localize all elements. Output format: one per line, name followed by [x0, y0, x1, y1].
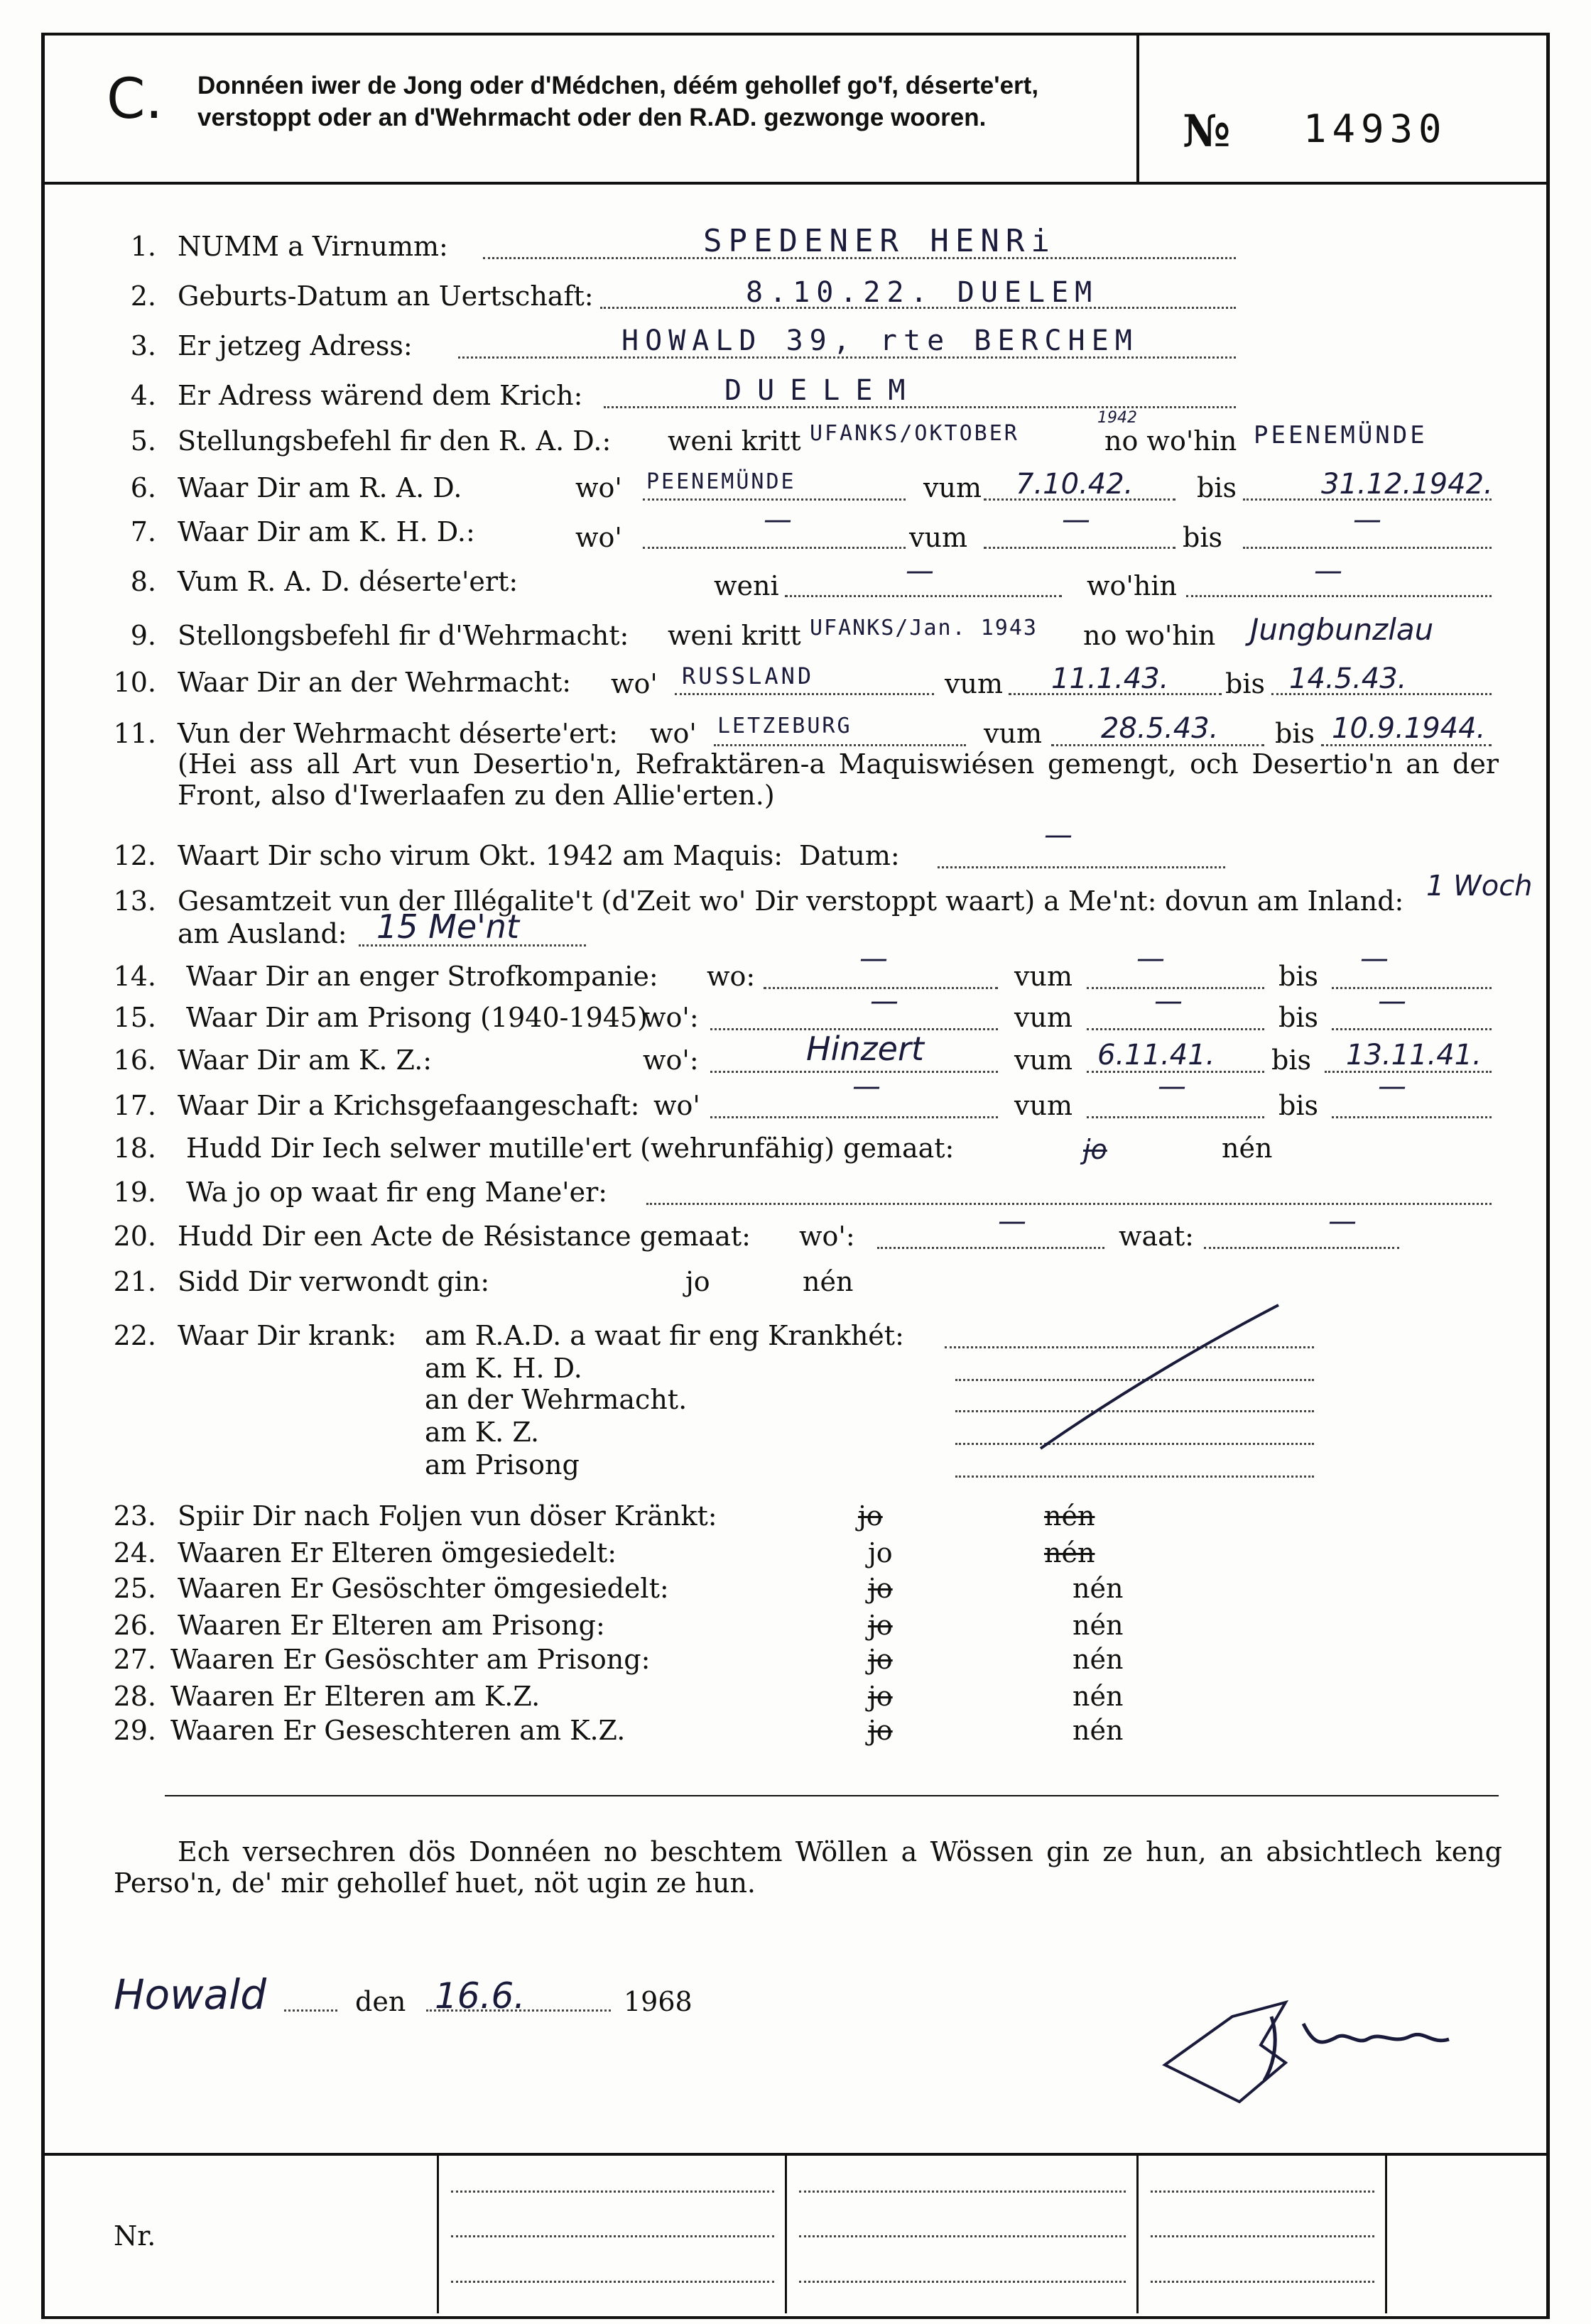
q11-note: (Hei ass all Art vun Desertio'n, Refraktären-a Maquiswiésen gemengt, och Desertio'n an der Front, also d'Iwerlaafen zu den Allie'erten.)	[178, 748, 1499, 811]
q25-label: Waaren Er Gesöschter ömgesiedelt:	[178, 1573, 669, 1604]
q17-where-label: wo'	[653, 1090, 700, 1121]
item-number: 29.	[113, 1715, 156, 1746]
q9-label: Stellongsbefehl fir d'Wehrmacht:	[178, 620, 629, 651]
q24-label: Waaren Er Elteren ömgesiedelt:	[178, 1537, 617, 1569]
q22-sub-khd: am K. H. D.	[425, 1353, 582, 1384]
item-number: 17.	[113, 1090, 156, 1121]
q14-to-label: bis	[1278, 961, 1318, 992]
q9-where-label: no wo'hin	[1083, 620, 1216, 651]
form-number: 14930	[1303, 107, 1448, 151]
q10-label: Waar Dir an der Wehrmacht:	[178, 667, 572, 698]
q7-where-label: wo'	[575, 522, 622, 553]
q27-yes-option: jo	[868, 1644, 893, 1675]
q22-sub-wehrmacht: an der Wehrmacht.	[425, 1384, 688, 1415]
q16-from-value: 6.11.41.	[1097, 1039, 1215, 1071]
q17-from-value: —	[1158, 1070, 1186, 1103]
item-number: 8.	[130, 566, 156, 597]
item-number: 18.	[113, 1133, 156, 1164]
q27-label: Waaren Er Gesöschter am Prisong:	[170, 1644, 651, 1675]
q14-from-label: vum	[1014, 961, 1073, 992]
q3-label: Er jetzeg Adress:	[178, 330, 413, 361]
year-value: 1968	[624, 1986, 693, 2017]
q3-value: HOWALD 39, rte BERCHEM	[621, 324, 1139, 357]
q4-label: Er Adress wärend dem Krich:	[178, 380, 583, 411]
q17-from-label: vum	[1014, 1090, 1073, 1121]
q1-name-value: SPEDENER HENRi	[703, 223, 1056, 259]
q15-from-label: vum	[1014, 1002, 1073, 1033]
number-label: №	[1183, 105, 1231, 157]
q23-no-option: nén	[1044, 1500, 1095, 1532]
q20-what-label: waat:	[1119, 1221, 1194, 1252]
item-number: 28.	[113, 1681, 156, 1712]
q10-where-value: RUSSLAND	[682, 662, 815, 689]
q21-yes-option: jo	[685, 1266, 710, 1297]
q12-date-label: Datum:	[799, 840, 900, 871]
q10-where-label: wo'	[611, 668, 658, 699]
item-number: 19.	[113, 1177, 156, 1208]
q8-when-value: —	[906, 555, 934, 587]
section-letter: C.	[107, 67, 163, 131]
place-value: Howald	[114, 1970, 267, 2019]
q28-label: Waaren Er Elteren am K.Z.	[170, 1681, 541, 1712]
q20-what-value: —	[1328, 1205, 1357, 1238]
q11-where-label: wo'	[650, 718, 697, 749]
q11-from-label: vum	[984, 718, 1042, 749]
q5-when-value: UFANKS/OKTOBER	[810, 421, 1019, 446]
q22-strike-line	[1041, 1305, 1278, 1449]
q10-from-value: 11.1.43.	[1051, 662, 1169, 695]
q20-label: Hudd Dir een Acte de Résistance gemaat:	[178, 1221, 751, 1252]
q13-abroad-value: 15 Me'nt	[376, 907, 519, 946]
item-number: 2.	[130, 280, 156, 312]
q12-label: Waart Dir scho virum Okt. 1942 am Maquis:	[178, 840, 783, 871]
q28-yes-option: jo	[868, 1681, 893, 1712]
q9-when-value: UFANKS/Jan. 1943	[810, 616, 1038, 640]
item-number: 23.	[113, 1500, 156, 1532]
q7-from-value: —	[1062, 503, 1090, 536]
q14-from-value: —	[1136, 942, 1165, 975]
q6-where-value: PEENEMÜNDE	[646, 469, 796, 494]
item-number: 16.	[113, 1044, 156, 1076]
item-number: 24.	[113, 1537, 156, 1569]
declaration-text: Ech versechren dös Donnéen no beschtem Wöllen a Wössen gin ze hun, an absichtlech keng Perso'n, de' mir gehollef huet, nöt ugin ze hun.	[114, 1836, 1502, 1899]
item-number: 26.	[113, 1610, 156, 1641]
item-number: 14.	[113, 961, 156, 992]
q23-yes-option: jo	[858, 1500, 883, 1532]
signature	[1264, 2017, 1449, 2080]
q20-where-value: —	[998, 1205, 1026, 1238]
q10-from-label: vum	[945, 668, 1003, 699]
q17-to-value: —	[1378, 1070, 1406, 1103]
q20-where-label: wo':	[799, 1221, 855, 1252]
q26-no-option: nén	[1073, 1610, 1124, 1641]
item-number: 13.	[113, 885, 156, 917]
q10-to-value: 14.5.43.	[1289, 662, 1407, 695]
q14-where-value: —	[859, 942, 888, 975]
q10-to-label: bis	[1225, 668, 1265, 699]
q1-label: NUMM a Virnumm:	[178, 231, 448, 262]
q5-where-label: no wo'hin	[1104, 425, 1237, 457]
q2-value: 8.10.22. DUELEM	[746, 276, 1099, 309]
q21-no-option: nén	[803, 1266, 854, 1297]
q22-sub-prisong: am Prisong	[425, 1449, 580, 1480]
nr-label: Nr.	[114, 2220, 156, 2252]
q16-where-label: wo':	[643, 1044, 699, 1076]
q18-label: Hudd Dir Iech selwer mutille'ert (wehrunfähig) gemaat:	[186, 1133, 955, 1164]
item-number: 5.	[130, 425, 156, 457]
q24-yes-option: jo	[868, 1537, 893, 1569]
q7-label: Waar Dir am K. H. D.:	[178, 516, 475, 547]
item-number: 15.	[113, 1002, 156, 1033]
q16-from-label: vum	[1014, 1044, 1073, 1076]
q5-year: 1942	[1097, 409, 1137, 427]
q27-no-option: nén	[1073, 1644, 1124, 1675]
item-number: 12.	[113, 840, 156, 871]
q18-no-option: nén	[1222, 1133, 1273, 1164]
item-number: 6.	[130, 472, 156, 503]
item-number: 7.	[130, 516, 156, 547]
den-label: den	[355, 1986, 406, 2017]
q23-label: Spiir Dir nach Foljen vun döser Kränkt:	[178, 1500, 717, 1532]
q6-from-value: 7.10.42.	[1016, 468, 1134, 501]
form-title: Donnéen iwer de Jong oder d'Médchen, déém gehollef go'f, déserte'ert, verstoppt oder an d'Wehrmacht oder den R.AD. gezwonge wooren.	[197, 72, 1039, 131]
q11-label: Vun der Wehrmacht déserte'ert:	[178, 718, 618, 749]
signature-flourish	[1165, 2002, 1286, 2102]
item-number: 1.	[130, 231, 156, 262]
q26-label: Waaren Er Elteren am Prisong:	[178, 1610, 605, 1641]
q17-label: Waar Dir a Krichsgefaangeschaft:	[178, 1090, 640, 1121]
q11-to-value: 10.9.1944.	[1332, 712, 1486, 745]
date-value: 16.6.	[435, 1975, 526, 2017]
q4-value: DUELEM	[724, 374, 921, 407]
q11-to-label: bis	[1275, 718, 1315, 749]
q15-to-label: bis	[1278, 1002, 1318, 1033]
q8-when-label: weni	[714, 570, 779, 601]
q22-sub-rad: am R.A.D. a waat fir eng Krankhét:	[425, 1320, 904, 1351]
q6-label: Waar Dir am R. A. D.	[178, 472, 462, 503]
q6-to-value: 31.12.1942.	[1321, 468, 1493, 501]
item-number: 4.	[130, 380, 156, 411]
q29-yes-option: jo	[868, 1715, 893, 1746]
q21-label: Sidd Dir verwondt gin:	[178, 1266, 490, 1297]
q6-to-label: bis	[1197, 472, 1237, 503]
q15-where-value: —	[870, 985, 898, 1018]
q5-when-label: weni kritt	[668, 425, 801, 457]
q14-to-value: —	[1360, 942, 1389, 975]
q29-no-option: nén	[1073, 1715, 1124, 1746]
q22-label: Waar Dir krank:	[178, 1320, 397, 1351]
item-number: 22.	[113, 1320, 156, 1351]
q15-to-value: —	[1378, 985, 1406, 1018]
q9-where-value: Jungbunzlau	[1250, 612, 1434, 647]
q15-where-label: wo':	[643, 1002, 699, 1033]
q13-inland-label: dovun am Inland:	[1165, 885, 1404, 917]
q15-label: Waar Dir am Prisong (1940-1945)	[186, 1002, 648, 1033]
q25-yes-option: jo	[868, 1573, 893, 1604]
item-number: 20.	[113, 1221, 156, 1252]
q6-where-label: wo'	[575, 472, 622, 503]
q13-inland-value: 1 Woch	[1426, 870, 1533, 902]
q25-no-option: nén	[1073, 1573, 1124, 1604]
q11-from-value: 28.5.43.	[1101, 712, 1219, 745]
q13-abroad-label: am Ausland:	[178, 918, 347, 949]
q17-to-label: bis	[1278, 1090, 1318, 1121]
q28-no-option: nén	[1073, 1681, 1124, 1712]
item-number: 25.	[113, 1573, 156, 1604]
q8-label: Vum R. A. D. déserte'ert:	[178, 566, 518, 597]
q7-where-value: —	[764, 503, 792, 536]
q6-from-label: vum	[923, 472, 982, 503]
q16-to-label: bis	[1271, 1044, 1311, 1076]
item-number: 10.	[113, 667, 156, 698]
item-number: 27.	[113, 1644, 156, 1675]
q5-label: Stellungsbefehl fir den R. A. D.:	[178, 425, 612, 457]
item-number: 21.	[113, 1266, 156, 1297]
q11-where-value: LETZEBURG	[717, 714, 852, 738]
q7-from-label: vum	[909, 522, 967, 553]
q12-date-value: —	[1044, 819, 1073, 851]
q16-label: Waar Dir am K. Z.:	[178, 1044, 433, 1076]
q15-from-value: —	[1154, 985, 1183, 1018]
q24-no-option: nén	[1044, 1537, 1095, 1569]
q26-yes-option: jo	[868, 1610, 893, 1641]
q5-where-value: PEENEMÜNDE	[1254, 421, 1428, 449]
q7-to-value: —	[1353, 503, 1381, 536]
q16-to-value: 13.11.41.	[1346, 1039, 1482, 1071]
q8-where-value: —	[1314, 555, 1342, 587]
q22-sub-kz: am K. Z.	[425, 1417, 540, 1448]
q29-label: Waaren Er Geseschteren am K.Z.	[170, 1715, 626, 1746]
item-number: 11.	[113, 718, 156, 749]
q7-to-label: bis	[1183, 522, 1222, 553]
item-number: 9.	[130, 620, 156, 651]
q14-where-label: wo:	[707, 961, 756, 992]
q17-where-value: —	[852, 1070, 881, 1103]
q9-when-label: weni kritt	[668, 620, 801, 651]
q2-label: Geburts-Datum an Uertschaft:	[178, 280, 594, 312]
item-number: 3.	[130, 330, 156, 361]
q18-yes-option: jo	[1083, 1134, 1107, 1165]
q19-label: Wa jo op waat fir eng Mane'er:	[186, 1177, 608, 1208]
q16-where-value: Hinzert	[806, 1030, 924, 1068]
q14-label: Waar Dir an enger Strofkompanie:	[186, 961, 658, 992]
q8-where-label: wo'hin	[1087, 570, 1177, 601]
q13-label: Gesamtzeit vun der Illégalite't (d'Zeit wo' Dir verstoppt waart) a Me'nt:	[178, 885, 1157, 917]
